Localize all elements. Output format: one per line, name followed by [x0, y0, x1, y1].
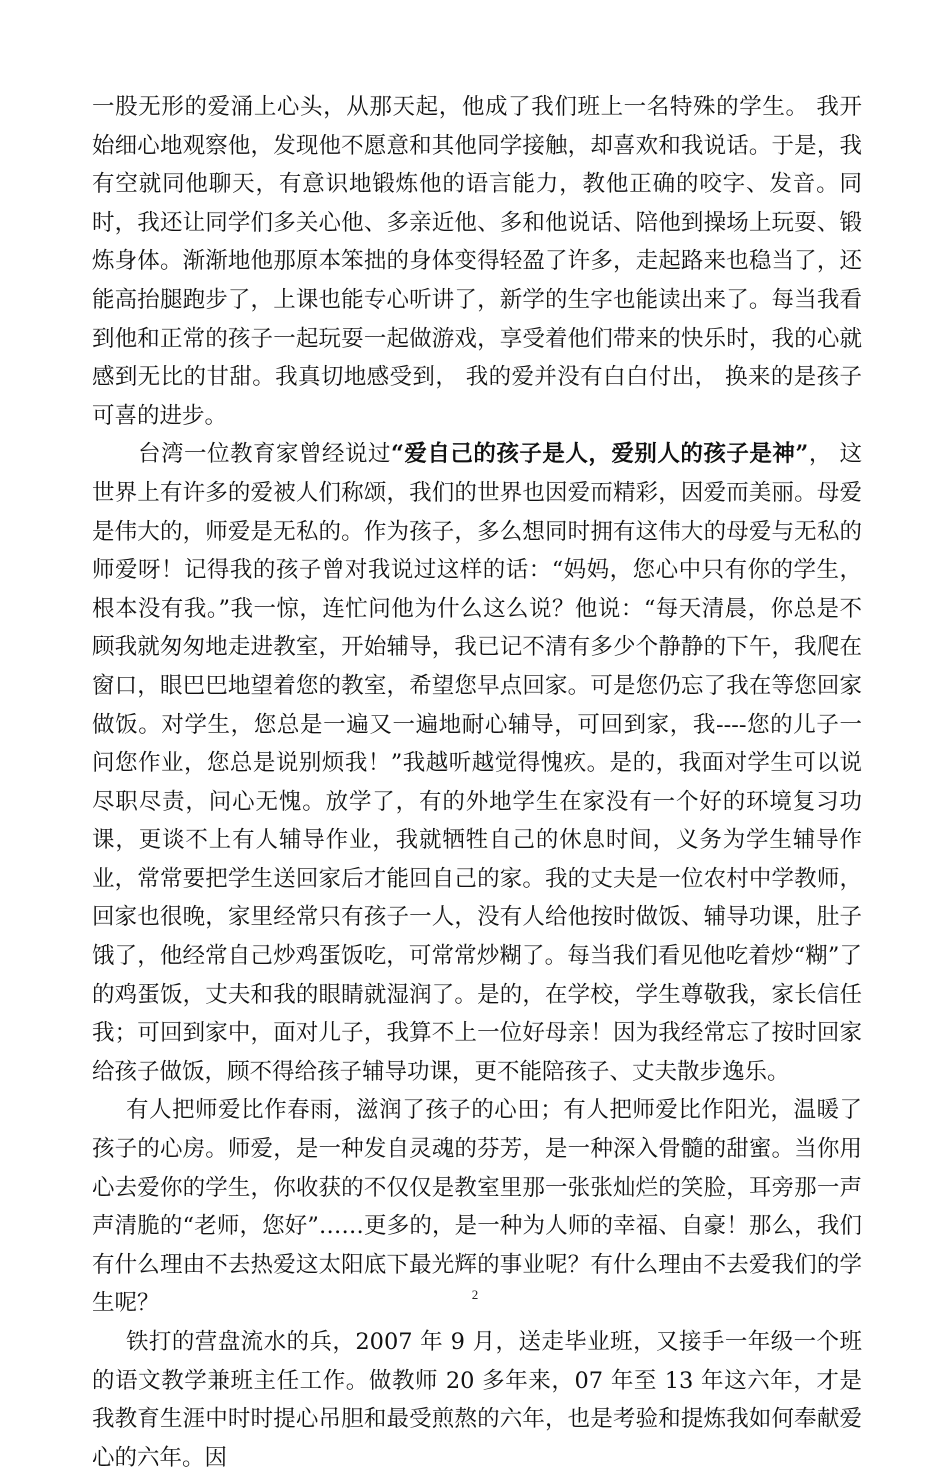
paragraph-4: 铁打的营盘流水的兵，2007 年 9 月，送走毕业班，又接手一年级一个班的语文教学兼班主任工作。做教师 20 多年来，07 年至 13 年这六年，才是我教育生涯中时时提心吊胆和最受煎熬的六年，也是考验和提炼我如何奉献爱心的六年。因: [92, 1329, 862, 1471]
paragraph-3: 有人把师爱比作春雨，滋润了孩子的心田；有人把师爱比作阳光，温暖了孩子的心房。师爱，是一种发自灵魂的芬芳，是一种深入骨髓的甜蜜。当你用心去爱你的学生，你收获的不仅仅是教室里那一张张灿烂的笑脸，耳旁那一声声清脆的“老师，您好”……更多的，是一种为人师的幸福、自豪！那么，我们有什么理由不去热爱这太阳底下最光辉的事业呢？有什么理由不去爱我们的学生呢？: [92, 1097, 862, 1317]
paragraph-1: 一股无形的爱涌上心头，从那天起，他成了我们班上一名特殊的学生。 我开始细心地观察他，发现他不愿意和其他同学接触，却喜欢和我说话。于是，我有空就同他聊天，有意识地锻炼他的语言能力，教他正确的咬字、发音。同时，我还让同学们多关心他、多亲近他、多和他说话、陪他到操场上玩耍、锻炼身体。渐渐地他那原本笨拙的身体变得轻盈了许多，走起路来也稳当了，还能高抬腿跑步了，上课也能专心听讲了，新学的生字也能读出来了。每当我看到他和正常的孩子一起玩耍一起做游戏，享受着他们带来的快乐时，我的心就感到无比的甘甜。我真切地感受到， 我的爱并没有白白付出， 换来的是孩子可喜的进步。: [92, 94, 862, 429]
bold-quote: “爱自己的孩子是人，爱别人的孩子是神”: [390, 441, 809, 468]
body-text: [92, 88, 862, 1477]
paragraph-2-body: ， 这世界上有许多的爱被人们称颂，我们的世界也因爱而精彩，因爱而美丽。母爱是伟大的，师爱是无私的。作为孩子，多么想同时拥有这伟大的母爱与无私的师爱呀！记得我的孩子曾对我说过这样的话：“妈妈，您心中只有你的学生，根本没有我。”我一惊，连忙问他为什么这么说？他说：“每天清晨，你总是不顾我就匆匆地走进教室，开始辅导，我已记不清有多少个静静的下午，我爬在窗口，眼巴巴地望着您的教室，希望您早点回家。可是您仍忘了我在等您回家做饭。对学生，您总是一遍又一遍地耐心辅导，可回到家，我----您的儿子一问您作业，您总是说别烦我！”我越听越觉得愧疚。是的，我面对学生可以说尽职尽责，问心无愧。放学了，有的外地学生在家没有一个好的环境复习功课，更谈不上有人辅导作业，我就牺牲自己的休息时间，义务为学生辅导作业，常常要把学生送回家后才能回自己的家。我的丈夫是一位农村中学教师，回家也很晚，家里经常只有孩子一人，没有人给他按时做饭、辅导功课，肚子饿了，他经常自己炒鸡蛋饭吃，可常常炒糊了。每当我们看见他吃着炒“糊”了的鸡蛋饭，丈夫和我的眼睛就湿润了。是的，在学校，学生尊敬我，家长信任我；可回到家中，面对儿子，我算不上一位好母亲！因为我经常忘了按时回家给孩子做饭，顾不得给孩子辅导功课，更不能陪孩子、丈夫散步逸乐。: [92, 441, 862, 1085]
paragraph-2-lead: 台湾一位教育家曾经说过: [138, 441, 391, 468]
page-number: 2: [471, 1287, 479, 1302]
paragraph-2: [92, 435, 862, 1091]
